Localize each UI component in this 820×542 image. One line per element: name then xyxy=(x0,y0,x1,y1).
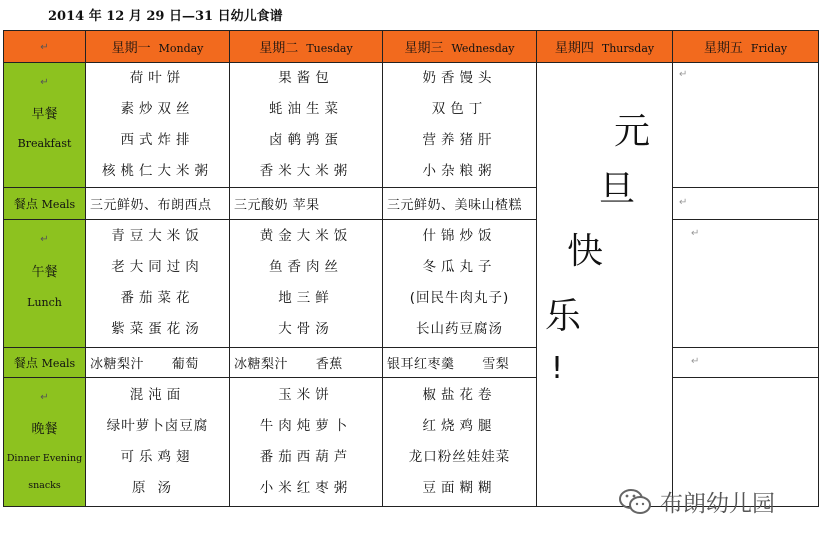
header-row xyxy=(4,31,819,63)
breakfast-wednesday xyxy=(383,63,537,188)
dish: 龙口粉丝娃娃菜 xyxy=(408,448,511,465)
holiday-char: 乐 xyxy=(545,296,582,337)
dish: 地三鲜 xyxy=(278,290,334,307)
day-cn: 星期一 xyxy=(111,41,151,56)
dish: 番茄菜花 xyxy=(120,290,195,307)
dish: 荷叶饼 xyxy=(129,70,186,87)
dish: 混沌面 xyxy=(129,386,186,403)
day-en: Monday xyxy=(158,42,204,55)
holiday-cell xyxy=(537,63,673,507)
dish: 卤鹌鹑蛋 xyxy=(269,132,343,149)
meal-label-en: snacks xyxy=(28,480,61,492)
snack1-label-cell xyxy=(4,188,86,220)
page-title: 2014 年 12 月 29 日—31 日幼儿食谱 xyxy=(48,9,283,24)
menu-table xyxy=(3,30,819,507)
dish: 长山药豆腐汤 xyxy=(416,321,503,338)
dish: (回民牛肉丸子) xyxy=(409,290,510,307)
lunch-tuesday xyxy=(230,220,383,347)
lunch-monday xyxy=(86,220,230,347)
paragraph-mark: ↵ xyxy=(40,42,49,53)
header-thursday xyxy=(537,31,673,63)
wechat-icon xyxy=(618,488,652,516)
dish: 大骨汤 xyxy=(278,321,334,338)
dish: 奶香馒头 xyxy=(422,70,497,87)
snack1-monday: 三元鲜奶、布朗西点 xyxy=(86,188,230,220)
dish: 红烧鸡腿 xyxy=(422,417,497,434)
dish: 玉米饼 xyxy=(278,386,334,403)
meal-label-en: Breakfast xyxy=(17,137,72,151)
header-friday xyxy=(673,31,819,63)
dish: 紫菜蛋花汤 xyxy=(111,321,204,338)
lunch-label-cell: ↵ 午餐 Lunch xyxy=(4,220,86,347)
header-wednesday xyxy=(383,31,537,63)
day-en: Friday xyxy=(750,42,788,55)
dish: 鱼香肉丝 xyxy=(269,259,343,276)
dish: 香米大米粥 xyxy=(259,163,353,180)
watermark xyxy=(618,485,775,518)
dinner-monday xyxy=(86,377,230,506)
meal-label-en: Lunch xyxy=(27,295,62,309)
breakfast-monday xyxy=(86,63,230,188)
day-en: Tuesday xyxy=(306,42,353,55)
meal-label-cn: 早餐 xyxy=(31,107,58,123)
snack2-label-cell xyxy=(4,347,86,377)
day-cn: 星期三 xyxy=(404,41,444,56)
dish: 营养猪肝 xyxy=(422,132,497,149)
dish: 青豆大米饭 xyxy=(111,228,204,245)
dish: 冬瓜丸子 xyxy=(422,259,497,276)
day-cn: 星期四 xyxy=(554,41,594,56)
lunch-row xyxy=(4,220,819,347)
corner-cell xyxy=(4,31,86,63)
dish: 绿叶萝卜卤豆腐 xyxy=(106,417,209,434)
dish: 小米红枣粥 xyxy=(259,479,353,496)
dinner-label-cell: ↵ 晚餐 Dinner Evening snacks xyxy=(4,377,86,506)
dish: 椒盐花卷 xyxy=(422,386,497,403)
meal-label-cn: 午餐 xyxy=(31,265,58,281)
snack1-tuesday: 三元酸奶 苹果 xyxy=(230,188,383,220)
dish: 果酱包 xyxy=(278,70,334,87)
dish: 原汤 xyxy=(132,479,183,496)
header-tuesday xyxy=(230,31,383,63)
holiday-char: ! xyxy=(551,351,564,386)
holiday-char: 快 xyxy=(567,231,604,272)
day-en: Thursday xyxy=(601,42,655,55)
breakfast-friday: ↵ xyxy=(673,63,819,188)
snack1-wednesday: 三元鲜奶、美味山楂糕 xyxy=(383,188,537,220)
dish: 老大同过肉 xyxy=(111,259,204,276)
snack2-wednesday: 银耳红枣羹 雪梨 xyxy=(383,347,537,377)
dinner-tuesday xyxy=(230,377,383,506)
dish: 西式炸排 xyxy=(120,132,195,149)
watermark-text: 布朗幼儿园 xyxy=(660,491,775,517)
breakfast-label-cell: ↵ 早餐 Breakfast xyxy=(4,63,86,188)
dish: 豆面糊糊 xyxy=(422,479,497,496)
dish: 蚝油生菜 xyxy=(269,101,343,118)
holiday-char: 元 xyxy=(614,111,651,152)
day-en: Wednesday xyxy=(451,42,515,55)
breakfast-tuesday xyxy=(230,63,383,188)
holiday-char: 旦 xyxy=(599,169,636,210)
snack2-friday: ↵ xyxy=(673,347,819,377)
meal-label-cn: 晚餐 xyxy=(31,422,58,438)
meal-label-en: Dinner Evening xyxy=(6,452,83,464)
dish: 可乐鸡翅 xyxy=(120,448,195,465)
dish: 小杂粮粥 xyxy=(422,163,497,180)
day-cn: 星期五 xyxy=(703,41,743,56)
dish: 双色丁 xyxy=(431,101,488,118)
snack1-row xyxy=(4,188,819,220)
day-cn: 星期二 xyxy=(259,41,299,56)
snack-label-en: Meals xyxy=(41,198,76,212)
lunch-friday: ↵ xyxy=(673,220,819,347)
snack1-friday: ↵ xyxy=(673,188,819,220)
snack2-tuesday: 冰糖梨汁 香蕉 xyxy=(230,347,383,377)
dish: 什锦炒饭 xyxy=(422,228,497,245)
dinner-wednesday xyxy=(383,377,537,506)
dish: 核桃仁大米粥 xyxy=(102,163,213,180)
breakfast-row xyxy=(4,63,819,188)
header-monday xyxy=(86,31,230,63)
snack2-row xyxy=(4,347,819,377)
snack-label-cn: 餐点 xyxy=(13,197,38,212)
lunch-wednesday xyxy=(383,220,537,347)
dish: 黄金大米饭 xyxy=(259,228,353,245)
snack-label-cn: 餐点 xyxy=(13,355,38,370)
snack-label-en: Meals xyxy=(41,356,76,370)
dish: 素炒双丝 xyxy=(120,101,195,118)
dish: 番茄西葫芦 xyxy=(259,448,353,465)
snack2-monday: 冰糖梨汁 葡萄 xyxy=(86,347,230,377)
dish: 牛肉炖萝卜 xyxy=(259,417,353,434)
